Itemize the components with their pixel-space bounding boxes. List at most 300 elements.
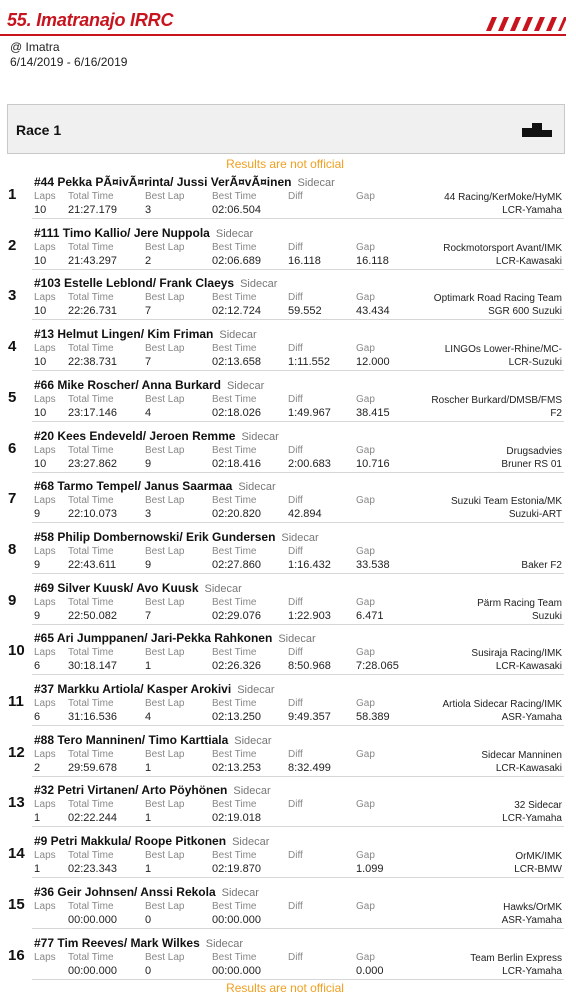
- column-label-laps: Laps: [34, 698, 56, 709]
- result-best-time: 02:18.026: [212, 406, 261, 419]
- column-label-gap: Gap: [356, 191, 375, 202]
- column-label-gap: Gap: [356, 748, 375, 760]
- result-best-lap: 0: [145, 913, 152, 926]
- result-team: Suzuki Team Estonia/MK: [451, 496, 562, 508]
- column-label-gap: Gap: [356, 241, 375, 253]
- column-label-best-lap: Best Lap: [145, 900, 185, 912]
- column-label-best-time: Best Time: [212, 545, 257, 557]
- result-position: 6: [8, 439, 17, 457]
- result-crew-names: #65 Ari Jumppanen/ Jari-Pekka Rahkonen: [34, 631, 273, 646]
- result-laps: 9: [34, 508, 41, 521]
- result-crew: [34, 175, 335, 189]
- column-label-diff: Diff: [288, 495, 303, 507]
- result-gap: 33.538: [356, 558, 390, 571]
- result-row[interactable]: [0, 829, 570, 879]
- result-row[interactable]: [0, 525, 570, 575]
- column-label-best-time: Best Time: [212, 596, 257, 608]
- row-divider: [32, 674, 564, 675]
- result-gap: 16.118: [356, 254, 389, 267]
- result-position: 11: [8, 693, 24, 710]
- row-divider: [32, 826, 564, 827]
- result-team: Hawks/OrMK: [503, 901, 562, 913]
- result-team: Team Berlin Express: [470, 952, 562, 964]
- result-total: 21:27.179: [68, 204, 117, 216]
- result-best-time: 02:19.870: [212, 863, 261, 876]
- column-label-best-lap: Best Lap: [145, 951, 185, 963]
- result-best-time: 02:18.416: [212, 457, 261, 470]
- column-label-gap: Gap: [356, 951, 375, 963]
- unofficial-notice-top: Results are not official: [226, 157, 344, 171]
- column-label-gap: Gap: [356, 647, 375, 659]
- result-position: 12: [8, 743, 25, 761]
- column-label-best-lap: Best Lap: [145, 799, 185, 811]
- column-label-best-time: Best Time: [212, 292, 257, 304]
- column-label-total: Total Time: [68, 343, 114, 355]
- result-total: 23:17.146: [68, 406, 117, 419]
- result-laps: 6: [34, 660, 41, 673]
- column-label-diff: Diff: [288, 444, 303, 456]
- column-label-diff: Diff: [288, 191, 303, 202]
- result-laps: 6: [34, 711, 41, 723]
- column-label-total: Total Time: [68, 444, 114, 456]
- column-label-total: Total Time: [68, 748, 114, 760]
- column-label-best-time: Best Time: [212, 850, 257, 862]
- result-class: Sidecar: [204, 582, 242, 595]
- column-label-best-lap: Best Lap: [145, 698, 185, 709]
- row-divider: [32, 218, 564, 219]
- result-gap: 6.471: [356, 609, 384, 622]
- event-info: [10, 40, 127, 70]
- row-divider: [32, 776, 564, 777]
- result-crew: [34, 936, 243, 950]
- result-class: Sidecar: [240, 278, 278, 291]
- result-laps: 10: [34, 204, 47, 216]
- column-label-diff: Diff: [288, 545, 303, 557]
- result-row[interactable]: [0, 880, 570, 930]
- column-label-gap: Gap: [356, 799, 375, 811]
- column-label-best-lap: Best Lap: [145, 191, 185, 202]
- result-best-lap: 1: [145, 812, 152, 825]
- column-label-gap: Gap: [356, 343, 375, 355]
- column-label-laps: Laps: [34, 596, 56, 608]
- result-position: 1: [8, 186, 17, 203]
- result-crew-names: #68 Tarmo Tempel/ Janus Saarmaa: [34, 479, 233, 494]
- result-bike: ASR-Yamaha: [501, 914, 562, 926]
- column-label-best-time: Best Time: [212, 495, 257, 507]
- column-label-best-lap: Best Lap: [145, 748, 185, 760]
- result-crew-names: #20 Kees Endeveld/ Jeroen Remme: [34, 428, 236, 443]
- column-label-diff: Diff: [288, 343, 303, 355]
- result-bike: LCR-Yamaha: [502, 965, 562, 977]
- result-best-time: 02:06.689: [212, 254, 261, 267]
- row-divider: [32, 269, 564, 270]
- column-label-best-lap: Best Lap: [145, 292, 185, 304]
- result-diff: 42.894: [288, 508, 322, 521]
- result-best-lap: 3: [145, 508, 152, 521]
- result-row[interactable]: [0, 373, 570, 423]
- result-crew-names: #103 Estelle Leblond/ Frank Claeys: [34, 276, 235, 291]
- result-diff: 2:00.683: [288, 457, 331, 470]
- column-label-gap: Gap: [356, 900, 375, 912]
- result-diff: 1:11.552: [288, 356, 331, 369]
- column-label-total: Total Time: [68, 850, 114, 862]
- result-laps: 1: [34, 863, 41, 876]
- result-bike: LCR-BMW: [514, 864, 562, 876]
- column-label-gap: Gap: [356, 545, 375, 557]
- result-gap: 38.415: [356, 406, 390, 419]
- result-gap: 58.389: [356, 711, 390, 723]
- event-header: [0, 0, 576, 36]
- event-dates: 6/14/2019 - 6/16/2019: [10, 55, 128, 69]
- podium-icon[interactable]: [522, 123, 552, 137]
- row-divider: [32, 421, 564, 422]
- row-divider: [32, 370, 564, 371]
- column-label-gap: Gap: [356, 393, 375, 405]
- row-divider: [32, 319, 564, 320]
- result-team: Drugsadvies: [506, 445, 562, 457]
- result-best-lap: 0: [145, 964, 152, 977]
- column-label-best-lap: Best Lap: [145, 495, 185, 507]
- header-stripes-icon: [486, 17, 566, 31]
- result-bike: LCR-Yamaha: [502, 205, 562, 216]
- result-row[interactable]: [0, 576, 570, 626]
- result-best-time: 02:29.076: [212, 609, 261, 622]
- column-label-best-time: Best Time: [212, 951, 257, 963]
- column-label-total: Total Time: [68, 495, 114, 507]
- result-row[interactable]: [0, 474, 570, 524]
- result-total: 02:22.244: [68, 812, 117, 825]
- row-divider: [32, 472, 564, 473]
- result-class: Sidecar: [278, 633, 316, 646]
- result-team: 32 Sidecar: [514, 800, 562, 812]
- result-row[interactable]: [0, 424, 570, 474]
- result-gap: 43.434: [356, 305, 390, 318]
- column-label-gap: Gap: [356, 596, 375, 608]
- result-team: Pärm Racing Team: [477, 597, 562, 609]
- result-crew-names: #66 Mike Roscher/ Anna Burkard: [34, 377, 221, 392]
- result-best-lap: 7: [145, 356, 152, 369]
- result-total: 00:00.000: [68, 913, 117, 926]
- result-position: 13: [8, 794, 25, 812]
- column-label-best-lap: Best Lap: [145, 647, 185, 659]
- result-diff: 9:49.357: [288, 711, 331, 723]
- result-bike: LCR-Kawasaki: [495, 762, 562, 774]
- column-label-best-time: Best Time: [212, 343, 257, 355]
- result-bike: LCR-Yamaha: [502, 813, 562, 825]
- result-best-lap: 7: [145, 305, 152, 318]
- result-crew: [34, 631, 316, 645]
- result-crew: [34, 530, 319, 544]
- result-best-lap: 3: [145, 204, 152, 216]
- result-crew-names: #58 Philip Dombernowski/ Erik Gundersen: [34, 529, 276, 544]
- result-bike: LCR-Suzuki: [508, 357, 562, 369]
- result-best-time: 02:12.724: [212, 305, 261, 318]
- column-label-total: Total Time: [68, 647, 114, 659]
- result-row[interactable]: [0, 677, 570, 727]
- result-class: Sidecar: [297, 177, 335, 189]
- column-label-best-lap: Best Lap: [145, 241, 185, 253]
- event-title: 55. Imatranajo IRRC: [7, 10, 174, 30]
- result-best-lap: 1: [145, 660, 152, 673]
- result-gap: 10.716: [356, 457, 390, 470]
- result-bike: Baker F2: [521, 559, 562, 571]
- column-label-best-time: Best Time: [212, 393, 257, 405]
- result-bike: ASR-Yamaha: [501, 712, 562, 723]
- column-label-diff: Diff: [288, 647, 303, 659]
- result-best-lap: 4: [145, 711, 152, 723]
- column-label-laps: Laps: [34, 850, 56, 862]
- result-row[interactable]: [0, 778, 570, 828]
- result-position: 5: [8, 388, 17, 406]
- column-label-laps: Laps: [34, 495, 56, 507]
- result-crew: [34, 378, 264, 392]
- column-label-diff: Diff: [288, 241, 303, 253]
- column-label-laps: Laps: [34, 951, 56, 963]
- result-total: 31:16.536: [68, 711, 117, 723]
- result-position: 15: [8, 895, 25, 913]
- result-class: Sidecar: [205, 937, 244, 950]
- result-total: 21:43.297: [68, 254, 117, 267]
- column-label-laps: Laps: [34, 748, 56, 760]
- result-best-time: 02:26.326: [212, 660, 261, 673]
- result-position: 7: [8, 490, 17, 508]
- result-position: 14: [8, 845, 25, 863]
- result-bike: F2: [550, 407, 562, 419]
- result-best-lap: 7: [145, 609, 152, 622]
- column-label-laps: Laps: [34, 292, 56, 304]
- column-label-diff: Diff: [288, 292, 303, 304]
- result-crew: [34, 327, 257, 341]
- result-bike: Suzuki: [531, 610, 562, 622]
- result-diff: 8:32.499: [288, 761, 331, 774]
- result-best-time: 02:19.018: [212, 812, 261, 825]
- column-label-best-time: Best Time: [212, 444, 257, 456]
- result-row[interactable]: [0, 271, 570, 321]
- result-crew-names: #9 Petri Makkula/ Roope Pitkonen: [34, 834, 227, 849]
- result-best-time: 00:00.000: [212, 913, 261, 926]
- result-total: 23:27.862: [68, 457, 117, 470]
- column-label-best-lap: Best Lap: [145, 850, 185, 862]
- column-label-laps: Laps: [34, 444, 56, 456]
- result-crew-names: #44 Pekka PÃ¤ivÃ¤rinta/ Jussi VerÃ¤vÃ¤inen: [34, 175, 292, 189]
- result-position: 4: [8, 338, 17, 356]
- result-crew: [34, 885, 259, 899]
- result-crew: [34, 581, 242, 595]
- header-divider: [0, 34, 566, 36]
- column-label-gap: Gap: [356, 850, 375, 862]
- result-laps: 10: [34, 305, 47, 318]
- result-position: 8: [8, 540, 17, 558]
- result-laps: 10: [34, 356, 47, 369]
- result-bike: Suzuki-ART: [508, 509, 562, 521]
- result-team: OrMK/IMK: [515, 851, 562, 863]
- result-best-time: 02:13.658: [212, 356, 261, 369]
- result-crew-names: #37 Markku Artiola/ Kasper Arokivi: [34, 682, 232, 696]
- column-label-laps: Laps: [34, 799, 56, 811]
- result-total: 22:26.731: [68, 305, 117, 318]
- column-label-total: Total Time: [68, 393, 114, 405]
- result-total: 02:23.343: [68, 863, 117, 876]
- result-total: 22:10.073: [68, 508, 117, 521]
- result-crew-names: #111 Timo Kallio/ Jere Nuppola: [34, 225, 210, 240]
- result-best-lap: 1: [145, 863, 152, 876]
- column-label-laps: Laps: [34, 241, 56, 253]
- column-label-best-time: Best Time: [212, 191, 257, 202]
- result-crew: [34, 834, 269, 848]
- result-diff: 1:22.903: [288, 609, 331, 622]
- column-label-gap: Gap: [356, 495, 375, 507]
- result-row[interactable]: [0, 221, 570, 271]
- result-class: Sidecar: [215, 227, 254, 240]
- result-team: Rockmotorsport Avant/IMK: [443, 242, 562, 254]
- column-label-gap: Gap: [356, 444, 375, 456]
- result-best-time: 02:13.250: [212, 711, 261, 723]
- column-label-best-time: Best Time: [212, 241, 257, 253]
- column-label-total: Total Time: [68, 545, 114, 557]
- result-gap: 0.000: [356, 964, 384, 977]
- result-laps: 10: [34, 254, 47, 267]
- result-laps: 9: [34, 609, 41, 622]
- result-best-lap: 1: [145, 761, 152, 774]
- result-class: Sidecar: [233, 785, 271, 798]
- result-best-lap: 2: [145, 254, 152, 267]
- result-gap: 12.000: [356, 356, 390, 369]
- column-label-laps: Laps: [34, 647, 56, 659]
- result-row[interactable]: [0, 170, 570, 220]
- result-class: Sidecar: [234, 734, 272, 747]
- column-label-best-lap: Best Lap: [145, 393, 185, 405]
- result-total: 00:00.000: [68, 964, 117, 977]
- result-team: Artiola Sidecar Racing/IMK: [442, 699, 562, 710]
- column-label-diff: Diff: [288, 900, 303, 912]
- result-best-lap: 9: [145, 457, 152, 470]
- result-bike: LCR-Kawasaki: [495, 255, 562, 267]
- column-label-total: Total Time: [68, 292, 114, 304]
- result-position: 2: [8, 236, 17, 254]
- result-crew-names: #13 Helmut Lingen/ Kim Friman: [34, 327, 214, 342]
- result-class: Sidecar: [281, 531, 319, 544]
- result-total: 22:50.082: [68, 609, 117, 622]
- column-label-diff: Diff: [288, 596, 303, 608]
- result-crew: [34, 682, 275, 696]
- column-label-total: Total Time: [68, 191, 114, 202]
- column-label-diff: Diff: [288, 951, 303, 963]
- column-label-diff: Diff: [288, 799, 303, 811]
- row-divider: [32, 928, 564, 929]
- result-diff: 8:50.968: [288, 660, 331, 673]
- result-best-time: 02:20.820: [212, 508, 261, 521]
- result-row[interactable]: [0, 728, 570, 778]
- column-label-diff: Diff: [288, 698, 303, 709]
- column-label-laps: Laps: [34, 191, 56, 202]
- result-best-time: 02:13.253: [212, 761, 261, 774]
- result-laps: 2: [34, 761, 41, 774]
- result-best-lap: 4: [145, 406, 152, 419]
- result-crew-names: #36 Geir Johnsen/ Anssi Rekola: [34, 884, 216, 899]
- result-row[interactable]: [0, 931, 570, 981]
- result-laps: 10: [34, 406, 47, 419]
- column-label-best-time: Best Time: [212, 647, 257, 659]
- result-position: 10: [8, 642, 25, 660]
- result-diff: 16.118: [288, 254, 321, 267]
- column-label-best-time: Best Time: [212, 799, 257, 811]
- result-crew: [34, 783, 271, 797]
- result-total: 22:43.611: [68, 558, 117, 571]
- result-total: 22:38.731: [68, 356, 117, 369]
- result-position: 9: [8, 591, 17, 609]
- result-laps: 1: [34, 812, 41, 825]
- column-label-total: Total Time: [68, 241, 114, 253]
- row-divider: [32, 573, 564, 574]
- column-label-gap: Gap: [356, 292, 375, 304]
- column-label-total: Total Time: [68, 951, 114, 963]
- column-label-laps: Laps: [34, 545, 56, 557]
- column-label-laps: Laps: [34, 900, 56, 912]
- result-best-time: 00:00.000: [212, 964, 261, 977]
- result-diff: 59.552: [288, 305, 322, 318]
- result-row[interactable]: [0, 626, 570, 676]
- result-team: Sidecar Manninen: [481, 749, 562, 761]
- result-total: 29:59.678: [68, 761, 117, 774]
- result-best-time: 02:27.860: [212, 558, 261, 571]
- result-crew-names: #77 Tim Reeves/ Mark Wilkes: [34, 935, 200, 950]
- result-crew-names: #88 Tero Manninen/ Timo Karttiala: [34, 732, 229, 747]
- result-gap: 7:28.065: [356, 660, 399, 673]
- result-total: 30:18.147: [68, 660, 117, 673]
- result-bike: Bruner RS 01: [501, 458, 562, 470]
- column-label-total: Total Time: [68, 698, 114, 709]
- race-header[interactable]: [7, 104, 565, 154]
- column-label-best-time: Best Time: [212, 748, 257, 760]
- result-crew: [34, 276, 277, 290]
- column-label-diff: Diff: [288, 850, 303, 862]
- result-bike: LCR-Kawasaki: [495, 661, 562, 673]
- result-team: 44 Racing/KerMoke/HyMK: [444, 192, 562, 203]
- result-team: Optimark Road Racing Team: [433, 293, 562, 305]
- unofficial-notice-bottom: Results are not official: [226, 981, 344, 995]
- result-bike: SGR 600 Suzuki: [488, 306, 562, 318]
- result-row[interactable]: [0, 322, 570, 372]
- result-diff: 1:49.967: [288, 406, 331, 419]
- column-label-total: Total Time: [68, 799, 114, 811]
- result-diff: 1:16.432: [288, 558, 331, 571]
- race-title: Race 1: [16, 122, 62, 138]
- row-divider: [32, 522, 564, 523]
- result-best-time: 02:06.504: [212, 204, 261, 216]
- result-class: Sidecar: [232, 836, 270, 849]
- result-team: Susiraja Racing/IMK: [471, 648, 562, 660]
- column-label-total: Total Time: [68, 900, 114, 912]
- result-team: Roscher Burkard/DMSB/FMS: [431, 394, 562, 406]
- result-crew: [34, 733, 272, 747]
- column-label-best-time: Best Time: [212, 698, 257, 709]
- row-divider: [32, 877, 564, 878]
- result-laps: 9: [34, 558, 41, 571]
- column-label-best-lap: Best Lap: [145, 444, 185, 456]
- event-venue: @ Imatra: [10, 40, 60, 54]
- result-class: Sidecar: [221, 886, 259, 899]
- column-label-total: Total Time: [68, 596, 114, 608]
- result-position: 16: [8, 946, 25, 964]
- result-class: Sidecar: [226, 379, 265, 392]
- column-label-best-lap: Best Lap: [145, 343, 185, 355]
- result-position: 3: [8, 287, 17, 305]
- column-label-best-lap: Best Lap: [145, 545, 185, 557]
- result-crew: [34, 226, 253, 240]
- column-label-diff: Diff: [288, 748, 303, 760]
- column-label-diff: Diff: [288, 393, 303, 405]
- row-divider: [32, 624, 564, 625]
